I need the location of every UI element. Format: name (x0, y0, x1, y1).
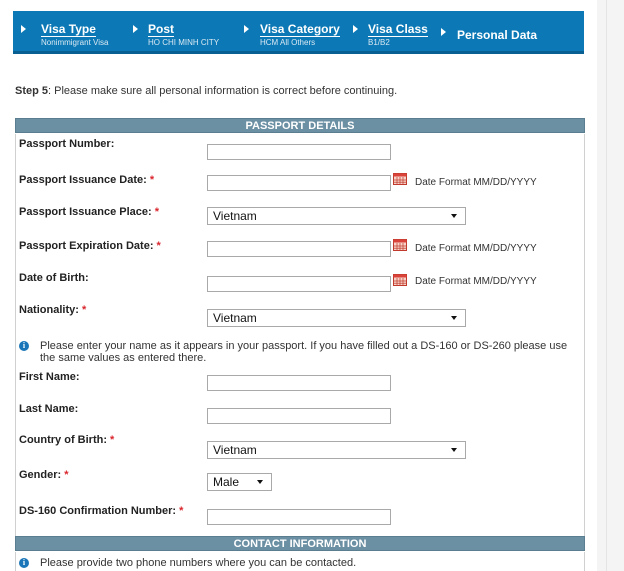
issuance-date-format-hint: Date Format MM/DD/YYYY (415, 177, 537, 188)
gender-label: Gender: * (19, 469, 69, 481)
chevron-right-icon (133, 25, 138, 33)
calendar-icon[interactable] (393, 274, 407, 286)
step-title: Visa Type (41, 22, 96, 36)
chevron-right-icon (21, 25, 26, 33)
dropdown-arrow-icon (451, 448, 457, 452)
issuance-date-input[interactable] (207, 175, 391, 191)
country-of-birth-label: Country of Birth: * (19, 434, 115, 446)
dob-input[interactable] (207, 276, 391, 292)
instruction-body: : Please make sure all personal information is correct before continuing. (48, 85, 398, 97)
passport-number-label: Passport Number: (19, 138, 115, 150)
selected-value: Vietnam (213, 209, 257, 223)
step-title: Personal Data (457, 28, 538, 42)
passport-details-header: PASSPORT DETAILS (15, 118, 585, 133)
required-mark: * (81, 304, 87, 316)
chevron-right-icon (353, 25, 358, 33)
step-visa-type[interactable] (13, 11, 128, 51)
first-name-input[interactable] (207, 375, 391, 391)
step-title: Post (148, 22, 175, 36)
selected-value: Vietnam (213, 443, 257, 457)
step-label: Step 5 (15, 85, 49, 97)
last-name-label: Last Name: (19, 403, 79, 415)
ds160-label: DS-160 Confirmation Number: * (19, 505, 184, 517)
dropdown-arrow-icon (257, 480, 263, 484)
step-visa-category[interactable] (240, 11, 349, 51)
step-navigation (13, 11, 584, 54)
required-mark: * (156, 240, 161, 252)
chevron-right-icon (244, 25, 249, 33)
expiration-date-input[interactable] (207, 241, 391, 257)
contact-information-header: CONTACT INFORMATION (15, 536, 585, 551)
passport-number-input[interactable] (207, 144, 391, 160)
issuance-date-label: Passport Issuance Date: * (19, 174, 155, 186)
info-icon: i (19, 558, 29, 568)
dob-format-hint: Date Format MM/DD/YYYY (415, 276, 537, 287)
dropdown-arrow-icon (451, 214, 457, 218)
required-mark: * (110, 434, 115, 446)
gender-select[interactable] (207, 473, 272, 491)
last-name-input[interactable] (207, 408, 391, 424)
dob-label: Date of Birth: (19, 272, 89, 284)
passport-details-section (15, 134, 585, 536)
step-subtitle: HCM All Others (260, 38, 316, 47)
step-subtitle: HO CHI MINH CITY (148, 38, 220, 47)
selected-value: Vietnam (213, 311, 257, 325)
first-name-label: First Name: (19, 371, 80, 383)
issuance-place-label: Passport Issuance Place: * (19, 206, 160, 218)
step-personal-data (437, 11, 584, 51)
expiration-date-format-hint: Date Format MM/DD/YYYY (415, 243, 537, 254)
step-post[interactable] (128, 11, 240, 51)
dropdown-arrow-icon (451, 316, 457, 320)
required-mark: * (149, 174, 155, 186)
selected-value: Male (213, 475, 240, 489)
calendar-icon[interactable] (393, 173, 407, 185)
step-subtitle: B1/B2 (368, 38, 390, 47)
nationality-select[interactable] (207, 309, 466, 327)
required-mark: * (154, 206, 160, 218)
country-of-birth-select[interactable] (207, 441, 466, 459)
step-title: Visa Class (368, 22, 428, 36)
step-title: Visa Category (260, 22, 340, 36)
expiration-date-label: Passport Expiration Date: * (19, 240, 161, 252)
required-mark: * (179, 505, 184, 517)
nationality-label: Nationality: * (19, 304, 87, 316)
contact-info-text: Please provide two phone numbers where you can be contacted. (40, 557, 357, 569)
ds160-input[interactable] (207, 509, 391, 525)
page-border (606, 0, 607, 571)
issuance-place-select[interactable] (207, 207, 466, 225)
chevron-right-icon (441, 28, 446, 36)
required-mark: * (64, 469, 69, 481)
step-subtitle: Nonimmigrant Visa (41, 38, 109, 47)
step-visa-class[interactable] (349, 11, 437, 51)
name-info-text: Please enter your name as it appears in your passport. If you have filled out a DS-160 or DS-260 please use the same values as entered there. (40, 340, 568, 364)
instruction-text (15, 84, 585, 98)
calendar-icon[interactable] (393, 239, 407, 251)
info-icon: i (19, 341, 29, 351)
